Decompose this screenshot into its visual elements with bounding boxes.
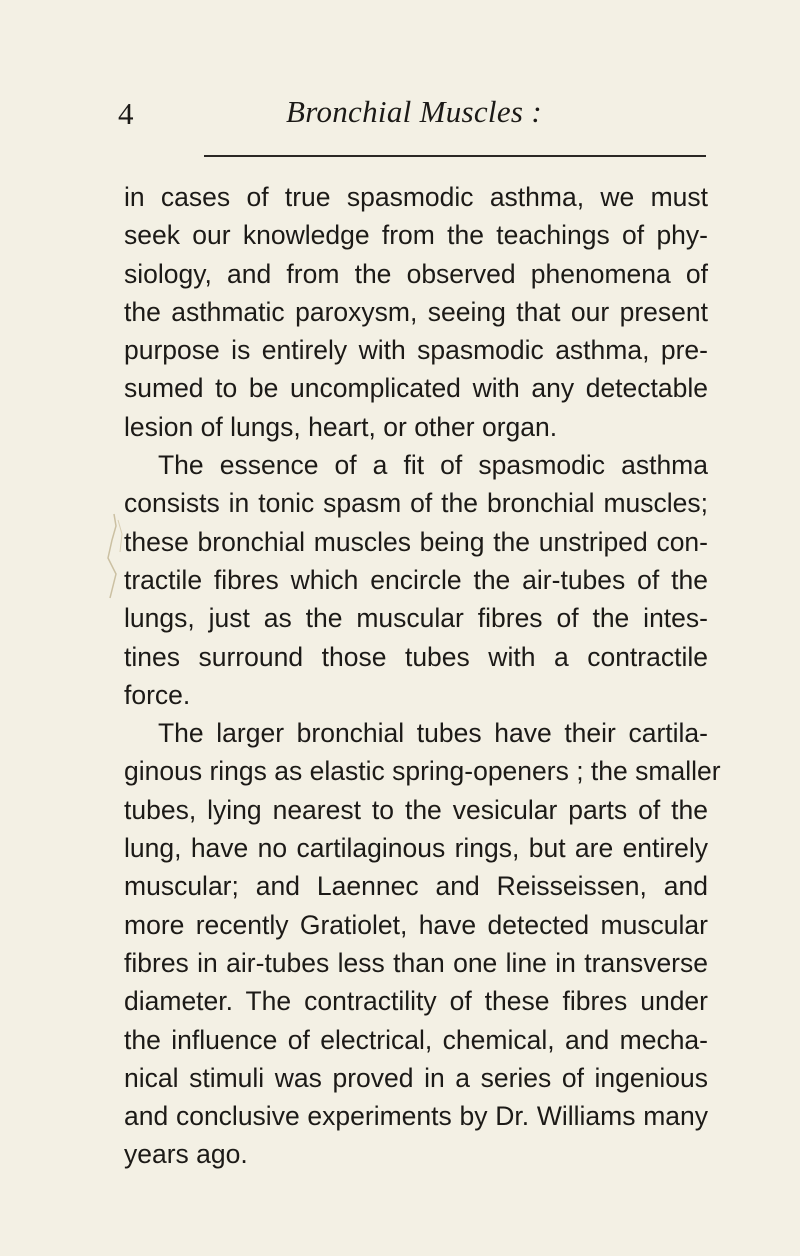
running-title: Bronchial Muscles : bbox=[286, 94, 542, 129]
text-line: in cases of true spasmodic asthma, we must bbox=[124, 182, 708, 212]
text-line: tines surround those tubes with a contractile bbox=[124, 641, 708, 672]
text-line: The larger bronchial tubes have their cartila- bbox=[158, 718, 708, 749]
text-line: years ago. bbox=[124, 1139, 248, 1170]
text-line: the influence of electrical, chemical, and mecha- bbox=[124, 1024, 708, 1055]
text-line: ginous rings as elastic spring-openers ; the smaller bbox=[124, 756, 721, 787]
header-rule bbox=[204, 155, 706, 157]
text-line: more recently Gratiolet, have detected muscular bbox=[124, 909, 708, 940]
paragraph bbox=[124, 714, 721, 1174]
page-number: 4 bbox=[118, 96, 134, 131]
text-line: lesion of lungs, heart, or other organ. bbox=[124, 411, 558, 442]
text-line: muscular; and Laennec and Reisseissen, and bbox=[124, 871, 708, 902]
text-line: force. bbox=[124, 679, 191, 710]
paragraph bbox=[124, 446, 708, 714]
text-line: lung, have no cartilaginous rings, but are entirely bbox=[124, 833, 708, 864]
text-line: sumed to be uncomplicated with any detectable bbox=[124, 373, 708, 404]
text-line: lungs, just as the muscular fibres of the intes- bbox=[124, 603, 708, 634]
text-line: tractile fibres which encircle the air-tubes of the bbox=[124, 564, 708, 595]
text-line: The essence of a fit of spasmodic asthma bbox=[158, 450, 708, 481]
text-line: tubes, lying nearest to the vesicular parts of the bbox=[124, 794, 708, 825]
text-line: seek our knowledge from the teachings of phy- bbox=[124, 220, 708, 251]
text-line: siology, and from the observed phenomena of bbox=[124, 258, 708, 289]
text-line: the asthmatic paroxysm, seeing that our present bbox=[124, 296, 708, 327]
text-line: and conclusive experiments by Dr. Williams many bbox=[124, 1101, 708, 1132]
text-line: nical stimuli was proved in a series of ingenious bbox=[124, 1062, 708, 1093]
text-line: purpose is entirely with spasmodic asthma, pre- bbox=[124, 335, 708, 366]
paragraph bbox=[124, 178, 708, 446]
body-text bbox=[124, 178, 721, 1174]
text-line: fibres in air-tubes less than one line in transverse bbox=[124, 947, 708, 978]
text-line: consists in tonic spasm of the bronchial muscles; bbox=[124, 488, 708, 519]
text-line: diameter. The contractility of these fibres under bbox=[124, 986, 708, 1017]
text-line: these bronchial muscles being the unstriped con- bbox=[124, 526, 708, 557]
